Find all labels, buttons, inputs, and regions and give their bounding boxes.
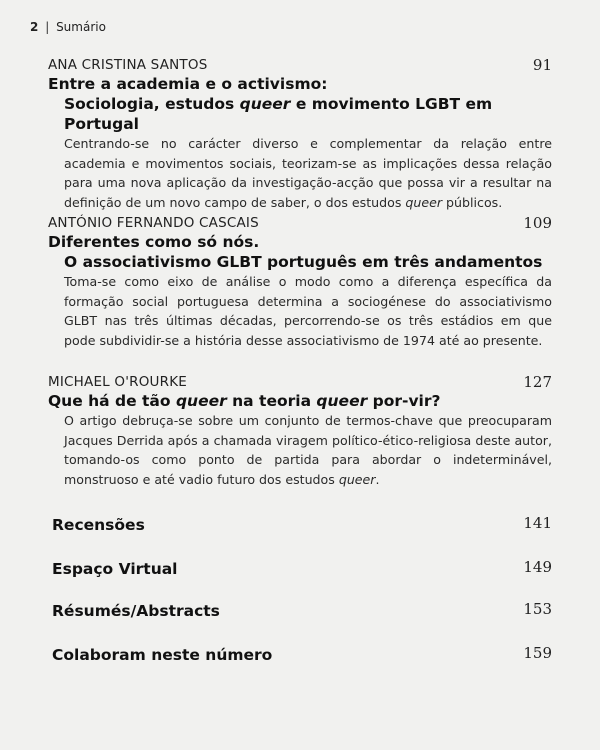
section-page-number: 159 <box>523 644 552 662</box>
toc-entry-orourke[interactable] <box>48 373 552 489</box>
entry-title[interactable]: Diferentes como só nós. <box>48 233 260 251</box>
entry-page-number[interactable]: 91 <box>532 56 552 74</box>
entry-abstract: Centrando-se no carácter diverso e complementar da relação entre academia e movimentos sociais, teorizam-se as implicações dessa relação para uma nova aplicação da investigação-acção que possa vir a resultar na definição de um novo campo de saber, o dos estudos queer públicos. <box>64 136 552 210</box>
entry-author: MICHAEL O'ROURKE <box>48 374 187 390</box>
toc-section-colaboram[interactable] <box>52 646 552 664</box>
toc-section-recensoes[interactable] <box>52 516 552 534</box>
section-label: Recensões <box>52 516 145 534</box>
toc-entry-cascais[interactable] <box>48 214 552 350</box>
entry-author: ANA CRISTINA SANTOS <box>48 57 208 73</box>
header-section-title: Sumário <box>56 20 106 34</box>
entry-title[interactable]: Que há de tão queer na teoria queer por-vir? <box>48 392 441 410</box>
entry-author: ANTÓNIO FERNANDO CASCAIS <box>48 215 259 231</box>
section-page-number: 153 <box>523 600 552 618</box>
header-separator: | <box>45 20 50 34</box>
entry-abstract: Toma-se como eixo de análise o modo como a diferença específica da formação social portuguesa determina a sociogénese do associativismo GLBT nas três últimas décadas, percorrendo-se os três estádios em que pode subdividir-se a história desse associativismo de 1974 até ao presente. <box>64 274 552 348</box>
section-page-number: 141 <box>523 514 552 532</box>
toc-section-espaco-virtual[interactable] <box>52 560 552 578</box>
entry-subtitle[interactable]: O associativismo GLBT português em três andamentos <box>64 253 543 271</box>
entry-subtitle[interactable]: Sociologia, estudos queer e movimento LGBT em Portugal <box>64 95 493 133</box>
entry-page-number[interactable]: 109 <box>523 214 552 232</box>
entry-abstract: O artigo debruça-se sobre um conjunto de termos-chave que preocuparam Jacques Derrida após a chamada viragem político-ético-religiosa deste autor, tomando-os como ponto de partida para abordar o indeterminável, monstruoso e até vadio futuro dos estudos queer. <box>64 413 552 487</box>
toc-section-resumes-abstracts[interactable] <box>52 602 552 620</box>
section-page-number: 149 <box>523 558 552 576</box>
entry-page-number[interactable]: 127 <box>523 373 552 391</box>
entry-title[interactable]: Entre a academia e o activismo: <box>48 75 328 93</box>
page-header <box>30 20 106 34</box>
section-label: Espaço Virtual <box>52 560 178 578</box>
section-label: Résumés/Abstracts <box>52 602 220 620</box>
toc-entry-santos[interactable] <box>48 56 552 212</box>
header-page-number: 2 <box>30 20 39 34</box>
section-label: Colaboram neste número <box>52 646 273 664</box>
